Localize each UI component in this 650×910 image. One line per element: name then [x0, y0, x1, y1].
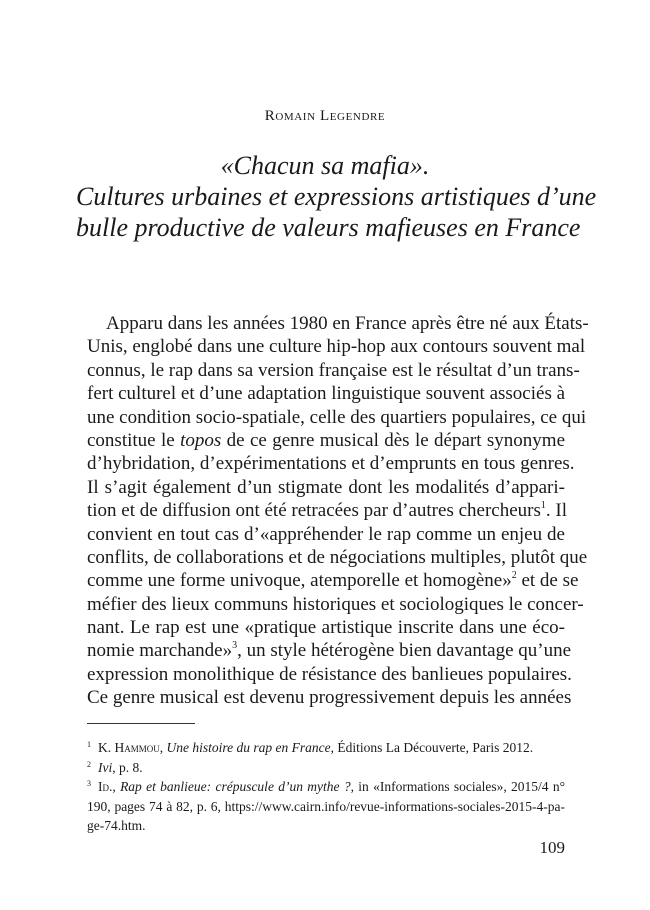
footnote-number: 1	[87, 740, 91, 749]
page-number: 109	[539, 838, 565, 857]
text-run: comme une forme univoque, atemporelle et homogène»	[87, 570, 512, 592]
text-line: nant. Le rap est une «pratique artistique inscrite dans une éco-	[87, 617, 565, 639]
footnote-divider	[87, 723, 195, 724]
text-line: d’hybridation, d’expérimentations et d’emprunts en tous genres.	[87, 453, 575, 475]
text-line	[87, 569, 579, 592]
text-line: Ce genre musical est devenu progressivement depuis les années	[87, 687, 572, 709]
text-run: et de se	[516, 570, 579, 592]
text-line: Unis, englobé dans une culture hip-hop aux contours souvent mal	[87, 336, 586, 358]
footnote-3-continued: 190, pages 74 à 82, p. 6, https://www.cairn.info/revue-informations-sociales-2015-4-pa-	[87, 798, 565, 814]
body-paragraph	[87, 312, 589, 710]
footnote-3	[87, 777, 565, 797]
text-line: expression monolithique de résistance des banlieues populaires.	[87, 663, 572, 685]
text-line: convient en tout cas d’«appréhender le rap comme un enjeu de	[87, 523, 565, 545]
text-line	[87, 499, 565, 522]
footnote-title: Rap et banlieue: crépuscule d’un mythe ?	[120, 779, 351, 794]
text-line: connus, le rap dans sa version française est le résultat d’un trans-	[87, 359, 580, 381]
footnote-3-continued: ge-74.htm.	[87, 818, 146, 833]
text-line	[87, 639, 572, 662]
text-line: conflits, de collaborations et de négociations multiples, plutôt que	[87, 546, 588, 568]
text-line: Apparu dans les années 1980 en France après être né aux États-	[106, 313, 589, 334]
text-run: de ce genre musical dès le départ synonyme	[221, 429, 565, 451]
text-run: , p. 8.	[112, 759, 143, 775]
chapter-author: Romain Legendre	[264, 108, 386, 124]
title-line: bulle productive de valeurs mafieuses en France	[76, 213, 581, 242]
footnote-number: 2	[87, 759, 91, 769]
text-run: , Éditions La Découverte, Paris 2012.	[330, 740, 534, 755]
text-run: tion et de diffusion ont été retracées par d’autres chercheurs	[87, 500, 541, 522]
text-run: ,	[159, 740, 167, 755]
text-run: nomie marchande»	[87, 640, 233, 662]
text-line: fert culturel et d’une adaptation linguistique souvent associés à	[87, 383, 566, 405]
title-line: «Chacun sa mafia».	[220, 151, 430, 180]
text-run: ,	[112, 779, 121, 794]
text-run: constitue le	[87, 429, 181, 451]
footnote-2	[87, 758, 565, 778]
text-line: méfier des lieux communs historiques et sociologiques le concer-	[87, 593, 584, 615]
text-line: une condition socio-spatiale, celle des quartiers populaires, ce qui	[87, 406, 587, 428]
footnotes	[87, 738, 565, 836]
footnote-title: Une histoire du rap en France	[166, 740, 331, 755]
text-run: , in «Informations sociales», 2015/4 n°	[350, 779, 565, 794]
text-run: , un style hétérogène bien davantage qu’une	[237, 640, 572, 662]
text-run: . Il	[545, 500, 567, 522]
footnote-1	[87, 738, 565, 758]
footnote-author: K. Hammou	[98, 740, 160, 755]
text-line	[87, 429, 565, 452]
emphasis-topos: topos	[180, 429, 222, 451]
footnote-author: Id.	[98, 779, 113, 794]
footnote-ibid: Ivi	[98, 759, 113, 775]
footnote-number: 3	[87, 779, 91, 788]
title-line: Cultures urbaines et expressions artistiques d’une	[76, 182, 597, 211]
footnote-ref[interactable]: 2	[511, 570, 517, 582]
text-line: Il s’agit également d’un stigmate dont les modalités d’appari-	[87, 476, 565, 498]
chapter-title	[76, 150, 597, 243]
footnote-ref[interactable]: 1	[540, 500, 546, 512]
footnote-ref[interactable]: 3	[232, 640, 238, 652]
